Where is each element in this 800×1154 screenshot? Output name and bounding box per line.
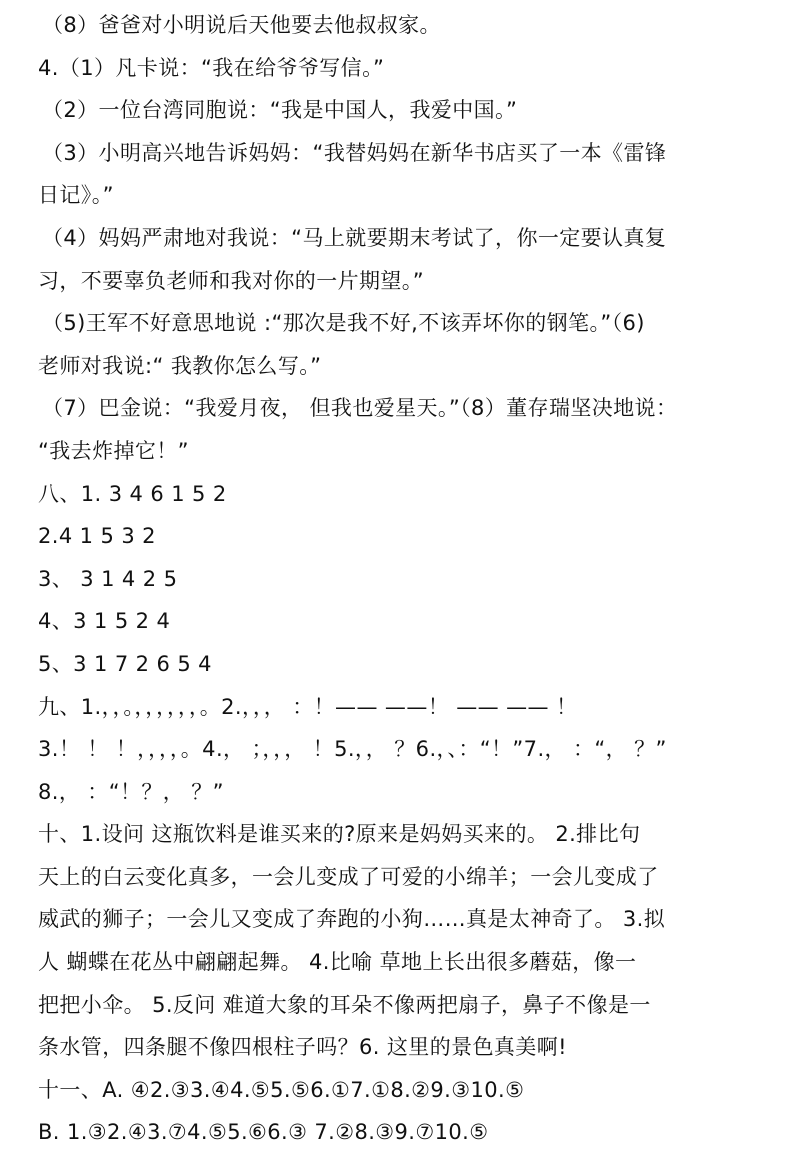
answer-line: 2.4 1 5 3 2 (38, 524, 156, 549)
answer-line: 九、1.，，。，，，，，，。2.，，， ：！—— ——！ —— —— ！ (38, 694, 578, 719)
answer-line: （3）小明高兴地告诉妈妈：“我替妈妈在新华书店买了一本《雷锋 (42, 140, 667, 165)
answer-line: 十一、A. ④2.③3.④4.⑤5.⑤6.①7.①8.②9.③10.⑤ (38, 1077, 525, 1102)
answer-line: 8.， ：“！？， ？” (38, 779, 224, 804)
answer-line: 老师对我说:“ 我教你怎么写。” (38, 353, 322, 378)
answer-line: 威武的狮子；一会儿又变成了奔跑的小狗……真是太神奇了。 3.拟 (38, 907, 666, 932)
answer-line: B. 1.③2.④3.⑦4.⑤5.⑥6.③ 7.②8.③9.⑦10.⑤ (38, 1120, 489, 1145)
answer-line: 5、3 1 7 2 6 5 4 (38, 651, 212, 676)
answer-line: （5)王军不好意思地说 :“那次是我不好,不该弄坏你的钢笔。”（6) (42, 311, 645, 336)
answer-line: 十、1.设问 这瓶饮料是谁买来的?原来是妈妈买来的。 2.排比句 (38, 822, 641, 847)
answer-line: 日记》。” (38, 183, 114, 208)
answer-line: 条水管，四条腿不像四根柱子吗？6. 这里的景色真美啊! (38, 1035, 567, 1060)
answer-line: 把把小伞。 5.反问 难道大象的耳朵不像两把扇子，鼻子不像是一 (38, 992, 651, 1017)
answer-line: 八、1. 3 4 6 1 5 2 (38, 481, 227, 506)
answer-line: 4.（1）凡卡说：“我在给爷爷写信。” (38, 55, 385, 80)
answer-line: 人 蝴蝶在花丛中翩翩起舞。 4.比喻 草地上长出很多蘑菇，像一 (38, 950, 637, 975)
answer-line: 天上的白云变化真多，一会儿变成了可爱的小绵羊；一会儿变成了 (38, 864, 659, 889)
answer-line: 3、 3 1 4 2 5 (38, 566, 178, 591)
answer-line: （4）妈妈严肃地对我说：“马上就要期末考试了，你一定要认真复 (42, 225, 667, 250)
answer-line: 4、3 1 5 2 4 (38, 609, 171, 634)
answer-line: 习，不要辜负老师和我对你的一片期望。” (38, 268, 424, 293)
answer-line: （7）巴金说：“我爱月夜， 但我也爱星天。”（8）董存瑞坚决地说： (42, 396, 678, 421)
answer-line: 3.！ ！ ！，，，，。4.， ；，，， ！5.，， ？6.，、：“！”7.， ：“， ？” (38, 737, 667, 762)
answer-line: “我去炸掉它！” (38, 438, 189, 463)
answer-line: （8）爸爸对小明说后天他要去他叔叔家。 (42, 13, 441, 37)
answer-line: （2）一位台湾同胞说：“我是中国人，我爱中国。” (42, 98, 518, 123)
